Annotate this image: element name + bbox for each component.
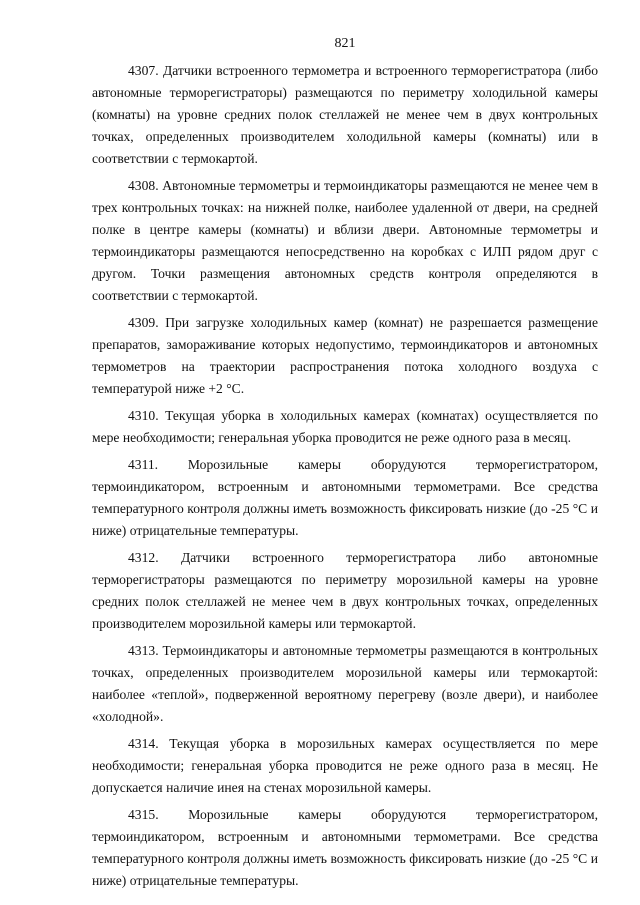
paragraph-4311: 4311. Морозильные камеры оборудуются терморегистратором, термоиндикатором, встроенным и автономными термометрами. Все средства температурного контроля должны иметь возможность фиксировать низкие (до -25 °С и ниже) отрицательные температуры.	[92, 457, 598, 538]
paragraph-4315: 4315. Морозильные камеры оборудуются терморегистратором, термоиндикатором, встроенным и автономными термометрами. Все средства температурного контроля должны иметь возможность фиксировать низкие (до -25 °С и ниже) отрицательные температуры.	[92, 807, 598, 888]
paragraph-4307: 4307. Датчики встроенного термометра и встроенного терморегистратора (либо автономные терморегистраторы) размещаются по периметру холодильной камеры (комнаты) на уровне средних полок стеллажей не менее чем в двух контрольных точках, определенных производителем холодильной камеры (комнаты) или в соответствии с термокартой.	[92, 63, 598, 166]
paragraph-4308: 4308. Автономные термометры и термоиндикаторы размещаются не менее чем в трех контрольных точках: на нижней полке, наиболее удаленной от двери, на средней полке в центре камеры (комнаты) и вблизи двери. Автономные термометры и термоиндикаторы размещаются непосредственно на коробках с ИЛП рядом друг с другом. Точки размещения автономных средств контроля определяются в соответствии с термокартой.	[92, 178, 598, 303]
paragraph-4312: 4312. Датчики встроенного терморегистратора либо автономные терморегистраторы размещаются по периметру морозильной камеры на уровне средних полок стеллажей не менее чем в двух контрольных точках, определенных производителем морозильной камеры или термокартой.	[92, 550, 598, 631]
paragraph-4309: 4309. При загрузке холодильных камер (комнат) не разрешается размещение препаратов, замораживание которых недопустимо, термоиндикаторов и автономных термометров на траектории распространения потока холодного воздуха с температурой ниже +2 °С.	[92, 315, 598, 396]
paragraph-4314: 4314. Текущая уборка в морозильных камерах осуществляется по мере необходимости; генеральная уборка проводится не реже одного раза в месяц. Не допускается наличие инея на стенах морозильной камеры.	[92, 736, 598, 795]
paragraph-4310: 4310. Текущая уборка в холодильных камерах (комнатах) осуществляется по мере необходимости; генеральная уборка проводится не реже одного раза в месяц.	[92, 408, 598, 445]
paragraph-4313: 4313. Термоиндикаторы и автономные термометры размещаются в контрольных точках, определенных производителем морозильной камеры или термокартой: наиболее «теплой», подверженной вероятному перегреву (возле двери), и наиболее «холодной».	[92, 643, 598, 724]
page-number: 821	[334, 36, 356, 51]
